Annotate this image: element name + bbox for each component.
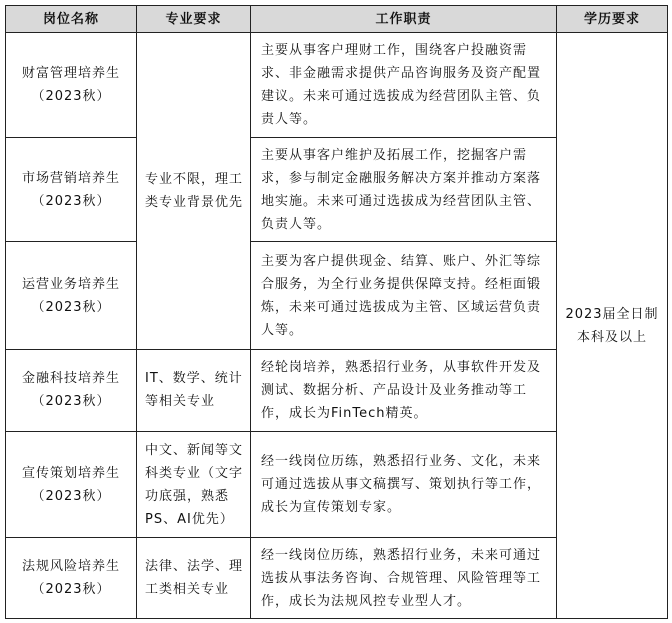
major-requirement: 中文、新闻等文科类专业（文字功底强，熟悉PS、AI优先）: [137, 431, 251, 538]
education-requirement: 2023届全日制本科及以上: [557, 33, 668, 619]
header-position: 岗位名称: [6, 6, 137, 33]
duty-cell: 主要为客户提供现金、结算、账户、外汇等综合服务，为全行业务提供保障支持。经柜面锻炼，未来可通过选拔成为主管、区域运营负责人等。: [251, 242, 557, 350]
major-requirement: IT、数学、统计等相关专业: [137, 350, 251, 432]
duty-cell: 经轮岗培养，熟悉招行业务，从事软件开发及测试、数据分析、产品设计及业务推动等工作，成长为FinTech精英。: [251, 350, 557, 432]
position-name: 市场营销培养生 （2023秋）: [6, 137, 137, 242]
header-education: 学历要求: [557, 6, 668, 33]
recruitment-table: [5, 5, 668, 619]
duty-cell: 经一线岗位历练，熟悉招行业务，未来可通过选拔从事法务咨询、合规管理、风险管理等工作，成长为法规风控专业型人才。: [251, 538, 557, 619]
position-name: 宣传策划培养生 （2023秋）: [6, 431, 137, 538]
position-name: 法规风险培养生 （2023秋）: [6, 538, 137, 619]
duty-cell: 主要从事客户理财工作，围绕客户投融资需求、非金融需求提供产品咨询服务及资产配置建议。未来可通过选拔成为经营团队主管、负责人等。: [251, 33, 557, 138]
major-requirement: 法律、法学、理工类相关专业: [137, 538, 251, 619]
duty-cell: 经一线岗位历练，熟悉招行业务、文化，未来可通过选拔从事文稿撰写、策划执行等工作，成长为宣传策划专家。: [251, 431, 557, 538]
header-duty: 工作职责: [251, 6, 557, 33]
header-row: [6, 6, 668, 33]
table-row: [6, 33, 668, 138]
header-major: 专业要求: [137, 6, 251, 33]
position-name: 金融科技培养生 （2023秋）: [6, 350, 137, 432]
position-name: 财富管理培养生 （2023秋）: [6, 33, 137, 138]
position-name: 运营业务培养生 （2023秋）: [6, 242, 137, 350]
major-requirement-shared: 专业不限，理工类专业背景优先: [137, 33, 251, 350]
duty-cell: 主要从事客户维护及拓展工作，挖掘客户需求，参与制定金融服务解决方案并推动方案落地实施。未来可通过选拔成为经营团队主管、负责人等。: [251, 137, 557, 242]
